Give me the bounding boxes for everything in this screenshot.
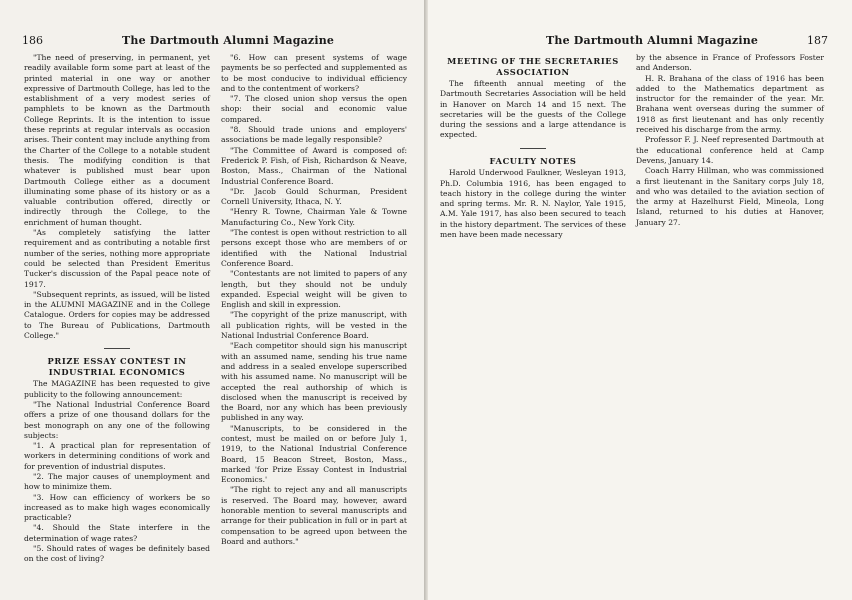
right-page-number: 187: [807, 34, 828, 47]
right-running-header: The Dartmouth Alumni Magazine: [546, 34, 759, 47]
left-page-number: 186: [22, 34, 43, 47]
paragraph: "Manuscripts, to be considered in the contest, must be mailed on or before July 1, 1919, to the National Industrial Conference Board, 15 Beacon Street, Boston, Mass., marked 'for Prize Essay Contest in Industrial Economics.': [221, 423, 407, 485]
right-column-2: [636, 53, 824, 228]
paragraph: "Dr. Jacob Gould Schurman, President Cornell University, Ithaca, N. Y.: [221, 186, 407, 207]
right-page: [428, 0, 852, 600]
paragraph: "1. A practical plan for representation of workers in determining conditions of work and for prevention of industrial disputes.: [24, 441, 210, 471]
paragraph: The MAGAZINE has been requested to give publicity to the following announcement:: [24, 379, 210, 399]
paragraph: Coach Harry Hillman, who was commissioned a first lieutenant in the Sanitary corps July 18, and who was detailed to the aviation section of the army at Hazelhurst Field, Mineola, Long Island, returned to his duties at Hanover, January 27.: [636, 166, 824, 227]
paragraph: "Subsequent reprints, as issued, will be listed in the ALUMNI MAGAZINE and in the College Catalogue. Orders for copies may be addressed to The Bureau of Publications, Dartmouth College.": [24, 289, 210, 341]
paragraph: by the absence in France of Professors Foster and Anderson.: [636, 53, 824, 73]
paragraph: "7. The closed union shop versus the open shop: their social and economic value compared.: [221, 94, 407, 124]
paragraph: "2. The major causes of unemployment and how to minimize them.: [24, 471, 210, 492]
paragraph: "The copyright of the prize manuscript, with all publication rights, will be vested in the National Industrial Conference Board.: [221, 310, 407, 341]
section-heading-faculty-notes: FACULTY NOTES: [489, 155, 577, 166]
paragraph: "As completely satisfying the latter requirement and as contributing a notable first number of the series, nothing more appropriate could be selected than President Emeritus Tucker's discussion of the Papal peace note of 1917.: [24, 228, 210, 289]
paragraph: "The contest is open without restriction to all persons except those who are members of or identified with the National Industrial Conference Board.: [221, 228, 407, 268]
right-column-1: [440, 53, 626, 240]
left-column-1: [24, 53, 210, 565]
paragraph: "3. How can efficiency of workers be so increased as to make high wages economically practicable?: [24, 492, 210, 523]
left-page: [0, 0, 424, 600]
paragraph: "Henry R. Towne, Chairman Yale & Towne Manufacturing Co., New York City.: [221, 207, 407, 227]
paragraph: Professor F. J. Neef represented Dartmouth at the educational conference held at Camp Devens, January 14.: [636, 135, 824, 165]
section-divider: [104, 348, 130, 349]
paragraph: "5. Should rates of wages be definitely based on the cost of living?: [24, 544, 210, 564]
left-column-2: [221, 53, 407, 547]
paragraph: "The need of preserving, in permanent, yet readily available form some part at least of the printed material in one way or another expressive of Dartmouth College, has led to the establishment of a very modest series of pamphlets to be known as the Dartmouth College Reprints. It is the intention to issue these reprints at regular intervals as occasion arises. Their content may include anything from the Charter of the College to a notable student thesis. The modifying condition is that whatever is published must bear upon Dartmouth College either as a document illuminating some phase of its history or as a valuable contribution offered, directly or indirectly through the College, to the enrichment of human thought.: [24, 53, 210, 227]
paragraph: "4. Should the State interfere in the determination of wage rates?: [24, 523, 210, 543]
paragraph: "Contestants are not limited to papers of any length, but they should not be unduly expanded. Especial weight will be given to English and skill in expression.: [221, 269, 407, 310]
paragraph: "The Committee of Award is composed of: Frederick P. Fish, of Fish, Richardson & Neave, Boston, Mass., Chairman of the National Industrial Conference Board.: [221, 145, 407, 186]
section-heading-prize-essay: PRIZE ESSAY CONTEST IN INDUSTRIAL ECONOMICS: [47, 356, 187, 377]
paragraph: "The right to reject any and all manuscripts is reserved. The Board may, however, award honorable mention to several manuscripts and arrange for their publication in full or in part at compensation to be agreed upon between the Board and authors.": [221, 485, 407, 546]
paragraph: "6. How can present systems of wage payments be so perfected and supplemented as to be most conducive to individual efficiency and to the contentment of workers?: [221, 53, 407, 93]
paragraph: "The National Industrial Conference Board offers a prize of one thousand dollars for the best monograph on any one of the following subjects:: [24, 399, 210, 440]
paragraph: "Each competitor should sign his manuscript with an assumed name, sending his true name and address in a sealed envelope superscribed with his assumed name. No manuscript will be accepted the real authorship of which is disclosed when the manuscript is received by the Board, nor any which has been previously published in any way.: [221, 341, 407, 423]
paragraph: "8. Should trade unions and employers' associations be made legally responsible?: [221, 125, 407, 145]
paragraph: Harold Underwood Faulkner, Wesleyan 1913, Ph.D. Columbia 1916, has been engaged to teach history in the college during the winter and spring terms. Mr. R. N. Naylor, Yale 1915, A.M. Yale 1917, has also been secured to teach in the history department. The services of these men have been made necessary: [440, 168, 626, 240]
left-running-header: The Dartmouth Alumni Magazine: [122, 34, 335, 47]
section-divider: [520, 148, 546, 149]
paragraph: H. R. Brahana of the class of 1916 has been added to the Mathematics department as instructor for the remainder of the year. Mr. Brahana went overseas during the summer of 1918 as first lieutenant and has only recently received his discharge from the army.: [636, 73, 824, 135]
section-heading-secretaries: MEETING OF THE SECRETARIES ASSOCIATION: [447, 56, 619, 77]
paragraph: The fifteenth annual meeting of the Dartmouth Secretaries Association will be held in Hanover on March 14 and 15 next. The secretaries will be the guests of the College during the sessions and a large attendance is expected.: [440, 79, 626, 140]
